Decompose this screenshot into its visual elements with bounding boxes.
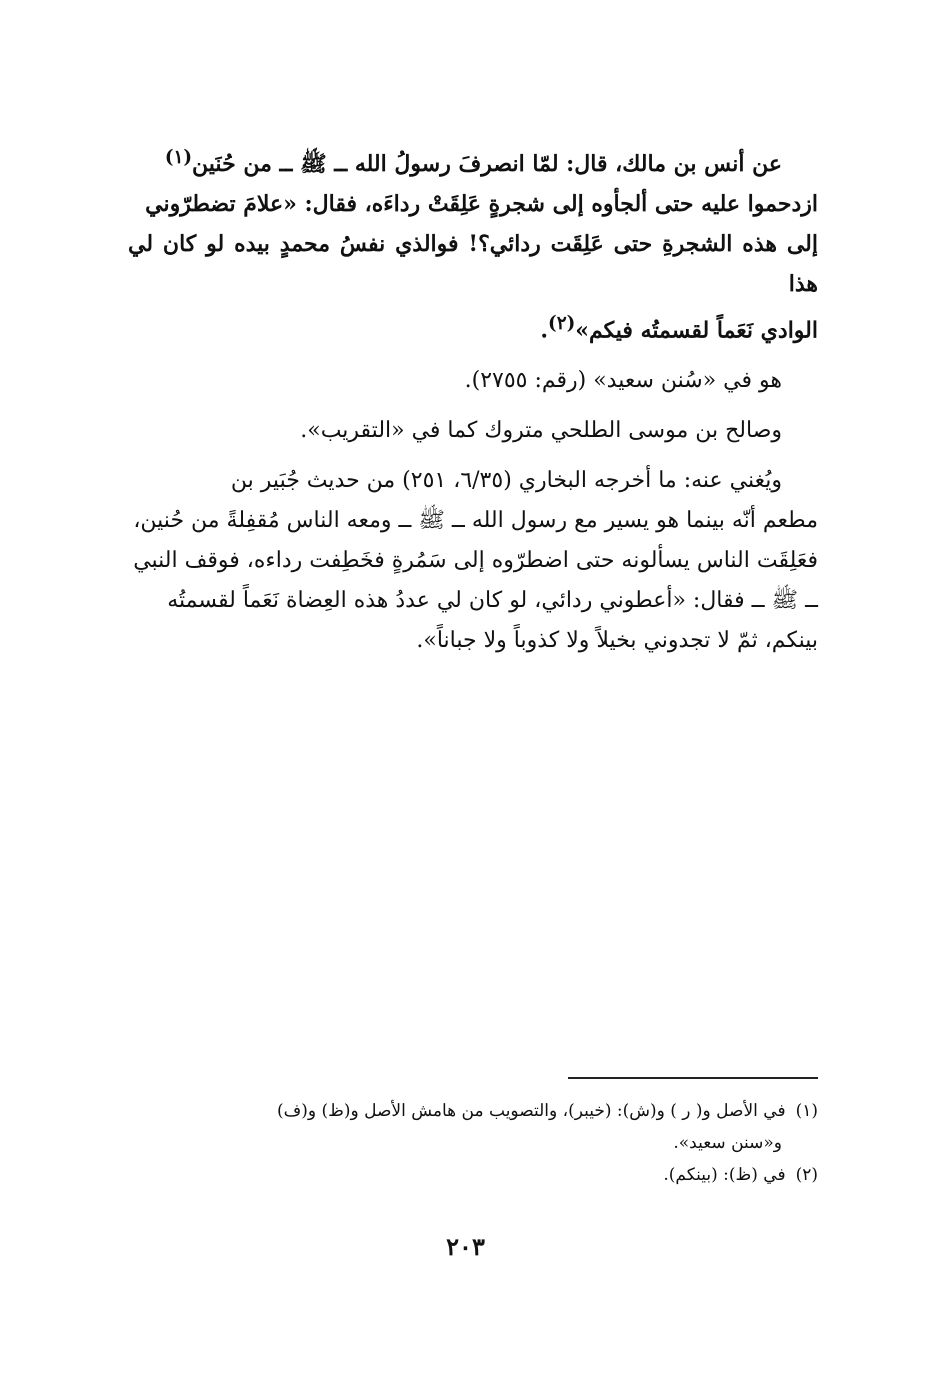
narrator-paragraph: وصالح بن موسى الطلحي متروك كما في «التقريب». — [300, 417, 782, 443]
text-line: . — [540, 317, 549, 344]
text-line: ازدحموا عليه حتى ألجأوه إلى شجرةٍ عَلِقَتْ رداءَه، فقال: «علامَ تضطرّوني — [145, 191, 818, 218]
footnote-ref-1: (١) — [164, 147, 193, 168]
footnote-text: في (ظ): (بينكم). — [663, 1165, 786, 1185]
text-line: إلى هذه الشجرةِ حتى عَلِقَت ردائي؟! فوالذي نفسُ محمدٍ بيده لو كان لي هذا — [128, 231, 818, 298]
text-line: فعَلِقَت الناس يسألونه حتى اضطرّوه إلى سَمُرةٍ فخَطِفت رداءه، فوقف النبي — [133, 547, 818, 573]
text-line: بينكم، ثمّ لا تجدوني بخيلاً ولا كذوباً ولا جباناً». — [416, 627, 818, 653]
page-number: ٢٠٣ — [446, 1232, 485, 1261]
hadith-paragraph — [128, 138, 818, 351]
footnote-number: (١) — [795, 1101, 818, 1121]
footnotes-block — [128, 1095, 818, 1191]
footnote-text: في الأصل و( ر ) و(ش): (خيبر)، والتصويب من هامش الأصل و(ظ) و(ف) — [276, 1101, 786, 1121]
main-text-block — [128, 138, 818, 661]
footnote-number: (٢) — [795, 1165, 818, 1185]
footnote-2 — [128, 1159, 818, 1191]
footnote-ref-2: (٢) — [548, 313, 576, 335]
text-line: ــ ﷺ ــ فقال: «أعطوني ردائي، لو كان لي عددُ هذه العِضاة نَعَماً لقسمتُه — [167, 587, 818, 613]
text-line: الوادي نَعَماً لقسمتُه فيكم» — [575, 317, 818, 344]
footnote-1 — [128, 1095, 818, 1127]
alternative-hadith-paragraph — [128, 461, 818, 661]
footnote-separator — [568, 1077, 818, 1079]
footnote-1-continuation: و«سنن سعيد». — [673, 1133, 782, 1153]
text-line: عن أنس بن مالك، قال: لمّا انصرفَ رسولُ الله ــ ﷺ ــ من حُنَين — [192, 151, 782, 178]
text-line: مطعم أنّه بينما هو يسير مع رسول الله ــ ﷺ ــ ومعه الناس مُقفِلةً من حُنين، — [133, 507, 818, 533]
source-paragraph: هو في «سُنن سعيد» (رقم: ٢٧٥٥). — [464, 367, 782, 393]
text-line: ويُغني عنه: ما أخرجه البخاري (٦/٣٥، ٢٥١) من حديث جُبَير بن — [230, 467, 782, 493]
